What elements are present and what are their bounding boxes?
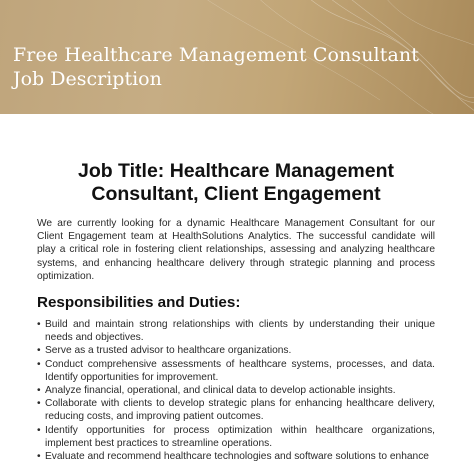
intro-paragraph: We are currently looking for a dynamic Healthcare Management Consultant for our Client Engagement team at HealthSolutions Analytics. The successful candidate will play a critical role in fostering client relationships, assessing and analyzing healthcare systems, and enhancing healthcare delivery through strategic planning and process optimization.	[37, 218, 435, 282]
header-banner	[0, 0, 474, 114]
duty-text: Conduct comprehensive assessments of healthcare systems, processes, and data. Identify opportunities for improvement.	[45, 358, 435, 383]
duty-list-item	[37, 384, 435, 397]
document-body	[37, 160, 435, 463]
bullet-icon: •	[37, 424, 41, 436]
job-title-heading: Job Title: Healthcare Management Consultant, Client Engagement	[77, 160, 395, 205]
duty-text: Analyze financial, operational, and clinical data to develop actionable insights.	[45, 385, 396, 397]
responsibilities-heading: Responsibilities and Duties:	[37, 294, 241, 312]
duty-text: Identify opportunities for process optimization within healthcare organizations, implement best practices to streamline operations.	[45, 424, 435, 449]
duty-text: Build and maintain strong relationships with clients by understanding their unique needs and objectives.	[45, 319, 435, 344]
bullet-icon: •	[37, 451, 41, 463]
duty-list-item	[37, 318, 435, 344]
duty-list-item	[37, 450, 435, 463]
duty-text: Serve as a trusted advisor to healthcare organizations.	[45, 345, 292, 357]
bullet-icon: •	[37, 385, 41, 397]
duty-list-item	[37, 424, 435, 450]
duties-list	[37, 318, 435, 463]
duty-text: Collaborate with clients to develop strategic plans for enhancing healthcare delivery, reducing costs, and improving patient outcomes.	[45, 398, 435, 423]
banner-subtitle: Job Description	[13, 68, 162, 90]
duty-text: Evaluate and recommend healthcare technologies and software solutions to enhance	[45, 451, 429, 463]
bullet-icon: •	[37, 358, 41, 370]
bullet-icon: •	[37, 319, 41, 331]
duty-list-item	[37, 344, 435, 357]
banner-title: Free Healthcare Management Consultant	[13, 44, 419, 66]
bullet-icon: •	[37, 345, 41, 357]
duty-list-item	[37, 397, 435, 423]
duty-list-item	[37, 358, 435, 384]
bullet-icon: •	[37, 398, 41, 410]
